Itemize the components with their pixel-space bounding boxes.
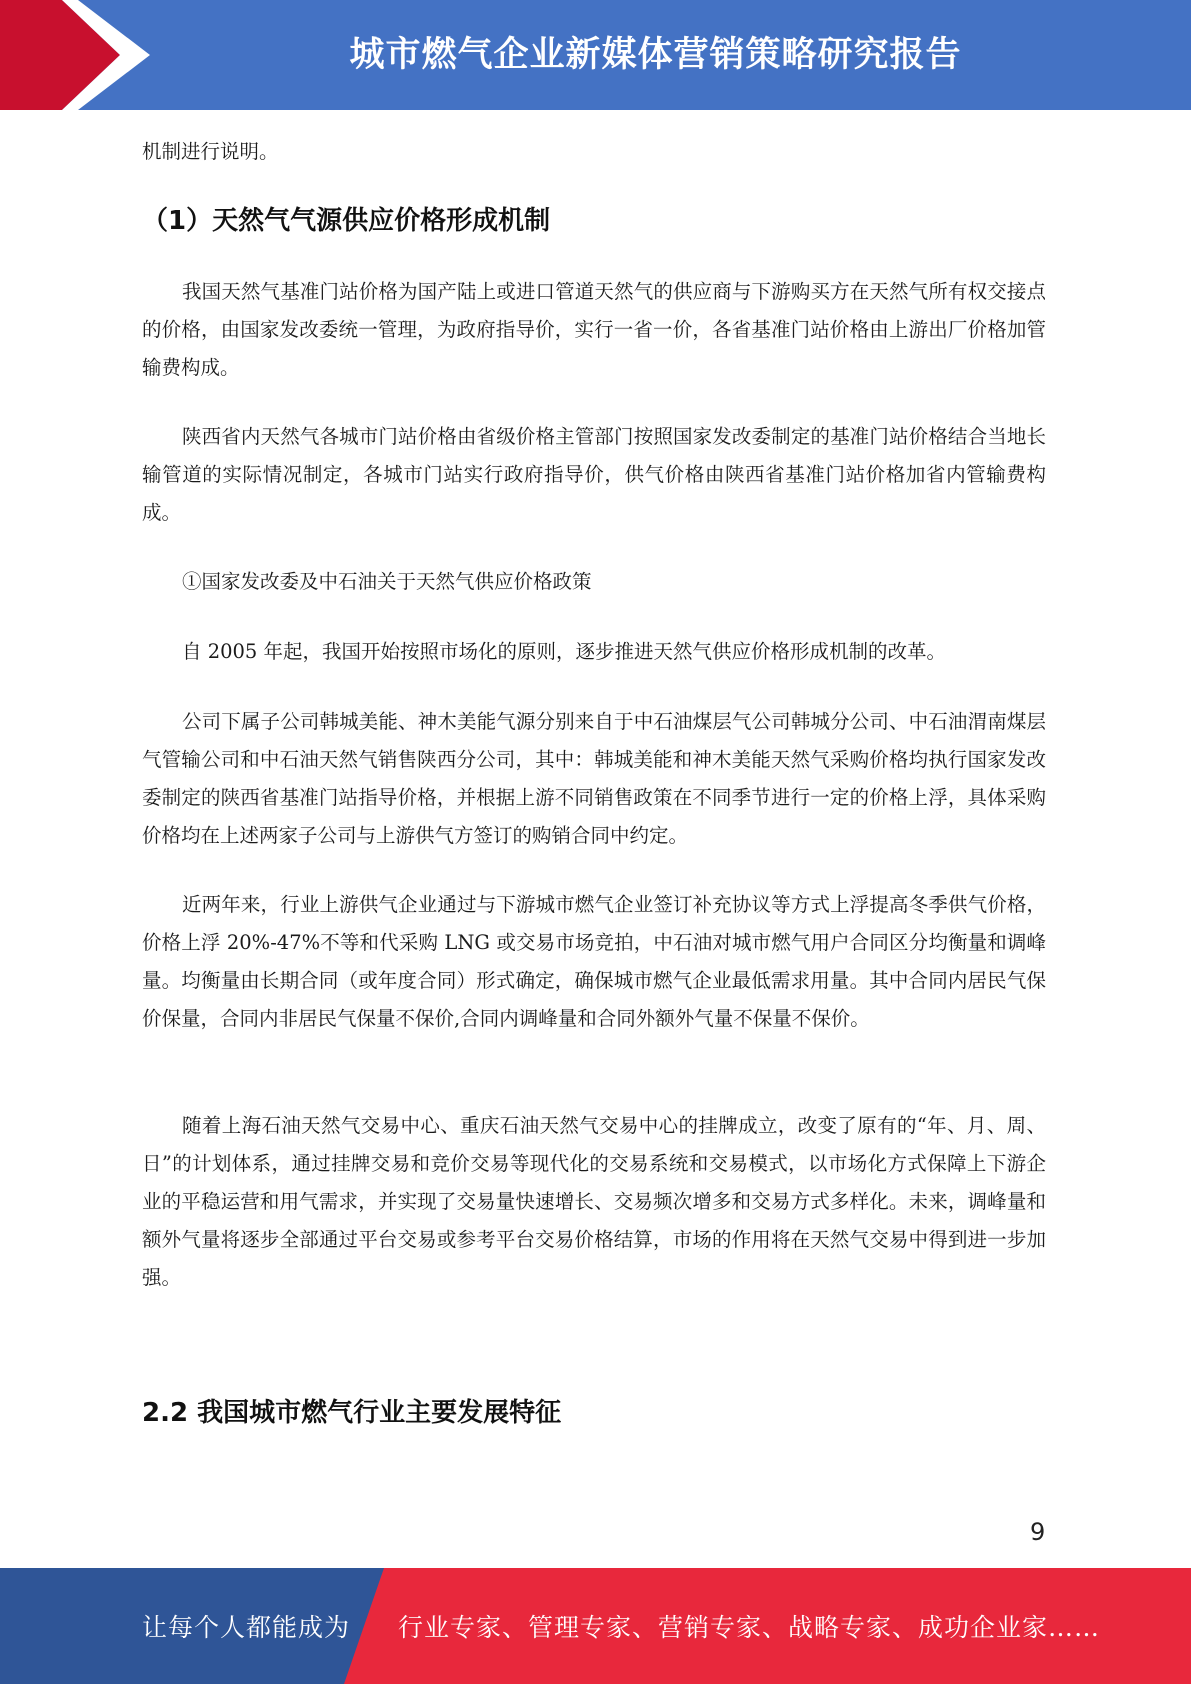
- paragraph: 近两年来，行业上游供气企业通过与下游城市燃气企业签订补充协议等方式上浮提高冬季供气价格，价格上浮 20%-47%不等和代采购 LNG 或交易市场竞拍，中石油对城市燃气用户合同区分均衡量和调峰量。均衡量由长期合同（或年度合同）形式确定，确保城市燃气企业最低需求用量。其中合同内居民气保价保量，合同内非居民气保量不保价,合同内调峰量和合同外额外气量不保量不保价。: [142, 893, 1046, 1030]
- section-heading: （1）天然气气源供应价格形成机制: [142, 206, 551, 236]
- paragraph: ①国家发改委及中石油关于天然气供应价格政策: [182, 570, 592, 593]
- paragraph: 随着上海石油天然气交易中心、重庆石油天然气交易中心的挂牌成立，改变了原有的“年、月、周、日”的计划体系，通过挂牌交易和竞价交易等现代化的交易系统和交易模式，以市场化方式保障上下游企业的平稳运营和用气需求，并实现了交易量快速增长、交易频次增多和交易方式多样化。未来，调峰量和额外气量将逐步全部通过平台交易或参考平台交易价格结算，市场的作用将在天然气交易中得到进一步加强。: [142, 1114, 1046, 1289]
- page-header: [0, 0, 1191, 110]
- paragraph: 我国天然气基准门站价格为国产陆上或进口管道天然气的供应商与下游购买方在天然气所有权交接点的价格，由国家发改委统一管理，为政府指导价，实行一省一价，各省基准门站价格由上游出厂价格加管输费构成。: [142, 280, 1046, 379]
- paragraph: 自 2005 年起，我国开始按照市场化的原则，逐步推进天然气供应价格形成机制的改革。: [182, 640, 947, 663]
- report-title: 城市燃气企业新媒体营销策略研究报告: [349, 35, 962, 75]
- paragraph: 公司下属子公司韩城美能、神木美能气源分别来自于中石油煤层气公司韩城分公司、中石油渭南煤层气管输公司和中石油天然气销售陕西分公司，其中：韩城美能和神木美能天然气采购价格均执行国家发改委制定的陕西省基准门站指导价格，并根据上游不同销售政策在不同季节进行一定的价格上浮，具体采购价格均在上述两家子公司与上游供气方签订的购销合同中约定。: [142, 710, 1046, 847]
- page-footer: [0, 1568, 1191, 1684]
- header-chevron-icon: [0, 0, 160, 110]
- paragraph: 陕西省内天然气各城市门站价格由省级价格主管部门按照国家发改委制定的基准门站价格结合当地长输管道的实际情况制定，各城市门站实行政府指导价，供气价格由陕西省基准门站价格加省内管输费构成。: [142, 425, 1046, 524]
- footer-slogan-left: 让每个人都能成为: [142, 1613, 351, 1642]
- footer-slogan-right: 行业专家、管理专家、营销专家、战略专家、成功企业家……: [398, 1613, 1101, 1642]
- subsection-heading: 2.2 我国城市燃气行业主要发展特征: [142, 1398, 562, 1428]
- page-number: 9: [1030, 1518, 1046, 1546]
- intro-text: 机制进行说明。: [142, 140, 279, 163]
